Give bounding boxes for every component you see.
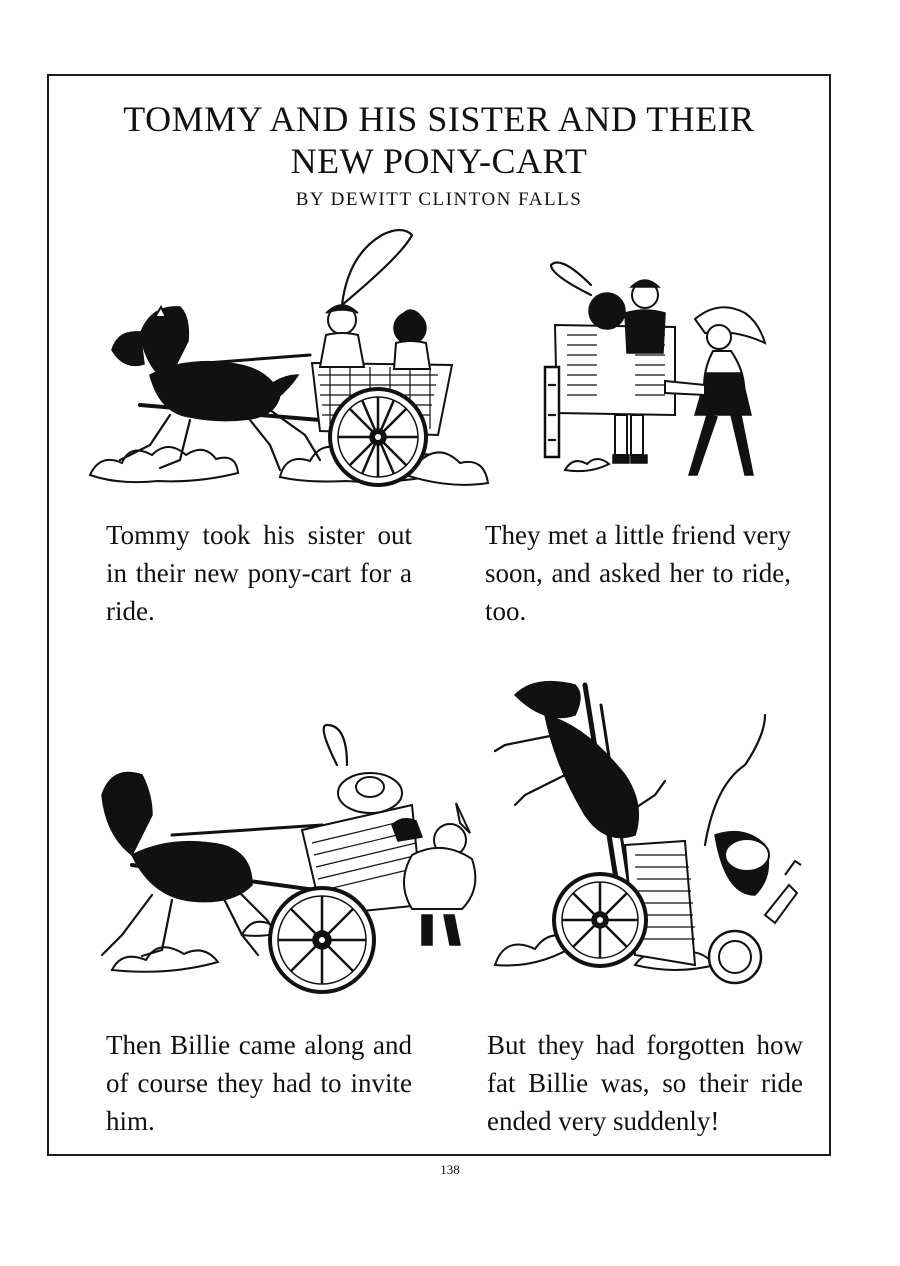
billie-boarding-illustration — [72, 715, 512, 1000]
caption-panel-2: They met a little friend very soon, and asked her to ride, too. — [485, 520, 791, 626]
pony-cart-illustration — [80, 225, 520, 505]
friend-meeting-illustration — [535, 255, 775, 500]
title-line-1: TOMMY AND HIS SISTER AND THEIR — [123, 99, 755, 139]
page-number: 138 — [440, 1162, 460, 1177]
byline: BY DEWITT CLINTON FALLS — [295, 189, 583, 210]
caption-panel-4: But they had forgotten how fat Billie was, so their ride ended very suddenly! — [487, 1030, 803, 1136]
illustration-panel-1 — [80, 225, 520, 505]
crash-illustration — [485, 665, 805, 1005]
illustration-panel-3 — [72, 715, 512, 1000]
page-title — [49, 98, 829, 182]
illustration-panel-4 — [485, 665, 805, 1005]
illustration-panel-2 — [535, 255, 775, 500]
caption-panel-3: Then Billie came along and of course they had to invite him. — [106, 1030, 412, 1136]
title-line-2: NEW PONY-CART — [290, 141, 588, 181]
caption-panel-1: Tommy took his sister out in their new pony-cart for a ride. — [106, 520, 412, 626]
